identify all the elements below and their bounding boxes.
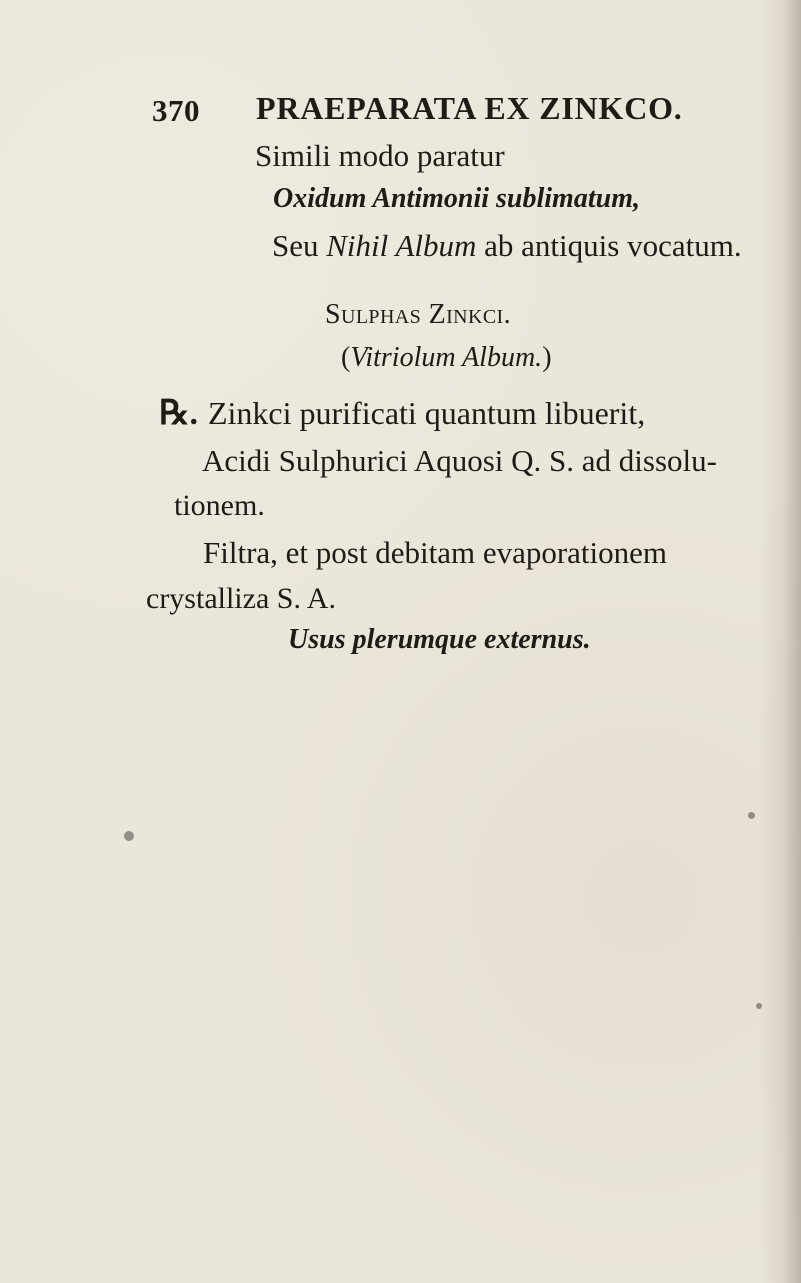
paper-speck — [756, 1003, 762, 1009]
recipe-line-4: Filtra, et post debitam evaporationem — [203, 535, 668, 570]
subtitle-open-paren: ( — [341, 342, 351, 373]
nihil-album-italic: Nihil Album — [326, 228, 477, 263]
section-title: Sulphas Zinkci. — [325, 299, 512, 330]
recipe-line-3: tionem. — [174, 489, 265, 522]
oxidum-antimonii-line: Oxidum Antimonii sublimatum, — [273, 183, 640, 214]
intro-text-line: Simili modo paratur — [255, 138, 505, 173]
running-title: PRAEPARATA EX ZINKCO. — [256, 90, 683, 126]
section-subtitle — [341, 344, 552, 372]
usage-line: Usus plerumque externus. — [288, 624, 591, 655]
page-edge-shadow — [759, 0, 801, 1283]
recipe-text-1: Zinkci purificati quantum libuerit, — [207, 395, 646, 431]
subtitle-close-paren: ) — [542, 342, 552, 373]
paper-speck — [124, 831, 134, 841]
rx-symbol: ℞. — [159, 395, 198, 432]
paper-speck — [748, 812, 755, 819]
recipe-line-1 — [159, 397, 645, 431]
seu-nihil-album-line — [272, 230, 742, 261]
recipe-line-5: crystalliza S. A. — [146, 582, 336, 615]
page-number: 370 — [152, 93, 200, 128]
recipe-line-2: Acidi Sulphurici Aquosi Q. S. ad dissolu- — [202, 443, 717, 478]
antiquis-suffix: ab antiquis vocatum. — [476, 228, 742, 263]
subtitle-italic: Vitriolum Album. — [350, 342, 543, 373]
seu-prefix: Seu — [272, 228, 327, 263]
